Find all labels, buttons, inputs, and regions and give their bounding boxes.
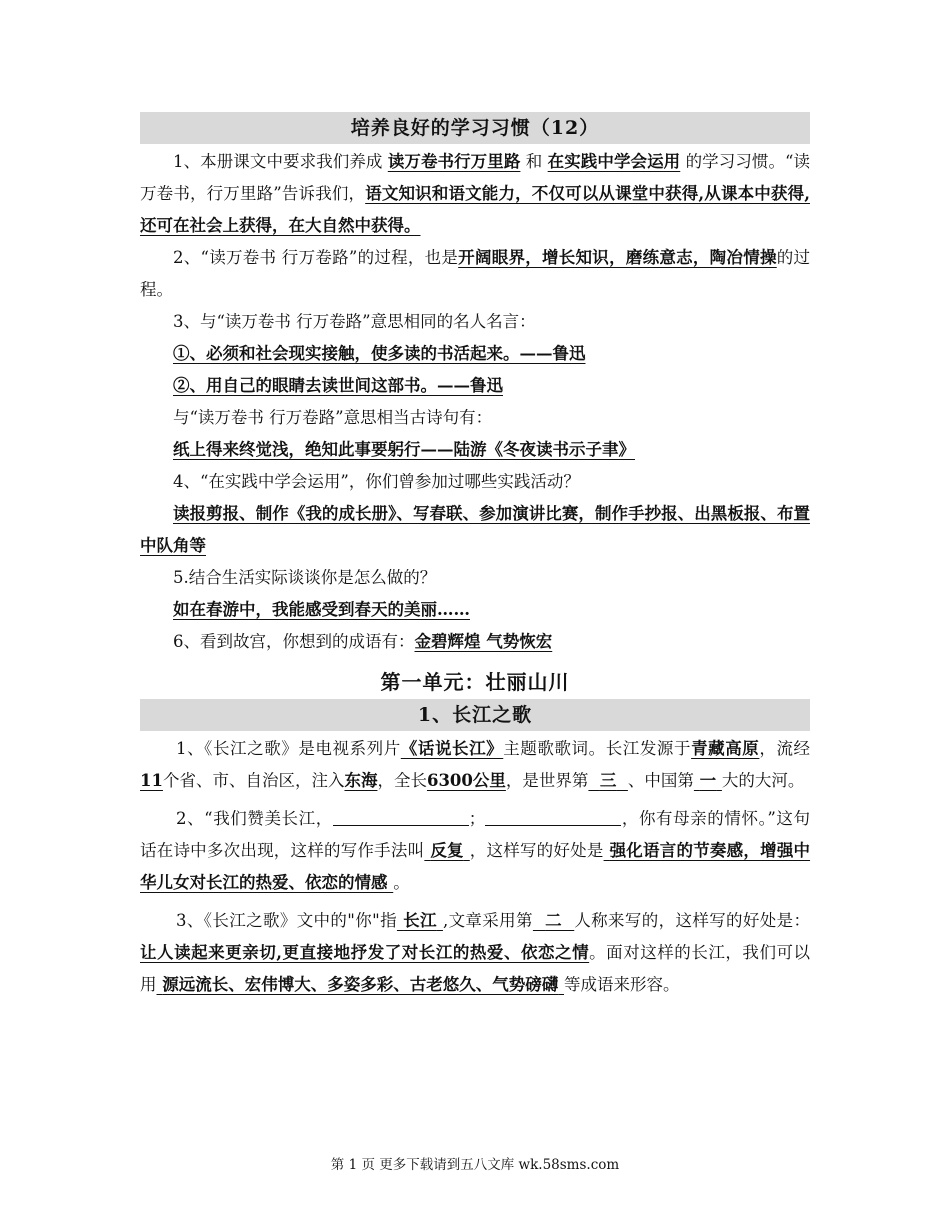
unit-title: 第一单元：壮丽山川 [380,670,570,694]
section-title: 培养良好的学习习惯（12） [140,112,810,144]
answer: 长江 [403,911,437,930]
lesson-question-2: 2、“我们赞美长江， ； ，你有母亲的情怀。”这句话在诗中多次出现，这样的写作手法叫 反复 ，这样写的好处是 强化语言的节奏感，增强中华儿女对长江的热爱、依恋的情感 。 [140,809,811,892]
answer: 《话说长江》 [400,739,504,758]
answer: 在实践中学会运用 [547,152,681,171]
answer: 金碧辉煌 气势恢宏 [414,632,553,651]
lesson-question-1: 1、《长江之歌》是电视系列片《话说长江》主题歌歌词。长江发源于青藏高原，流经11个省、市、自治区，注入东海，全长6300公里，是世界第 三 、中国第 一 大的大河。 [140,739,811,790]
question-1: 1、本册课文中要求我们养成 读万卷书行万里路 和 在实践中学会运用 的学习习惯。“读万卷书，行万里路”告诉我们，语文知识和语文能力，不仅可以从课堂中获得,从课本中获得,还可在社会上获得，在大自然中获得。 [140,152,811,235]
answer: 反复 [430,841,464,860]
question-3: 3、与“读万卷书 行万卷路”意思相同的名人名言： [173,312,536,331]
question-5: 5.结合生活实际谈谈你是怎么做的？ [173,568,437,587]
poem-prompt: 与“读万卷书 行万卷路”意思相当古诗句有： [173,408,493,427]
answer: 强化语言的节奏感，增强中华儿女对长江的热爱、依恋的情感 [140,841,811,892]
answer: 让人读起来更亲切,更直接地抒发了对长江的热爱、依恋之情 [140,943,590,962]
answer: 11 [140,771,163,790]
answer: 语文知识和语文能力，不仅可以从课堂中获得,从课本中获得,还可在社会上获得，在大自然中获得。 [140,184,810,235]
question-6: 6、看到故宫，你想到的成语有：金碧辉煌 气势恢宏 [173,632,553,651]
fill-blank[interactable] [333,807,469,826]
lesson-title: 1、长江之歌 [140,699,810,731]
poem-answer: 纸上得来终觉浅，绝知此事要躬行——陆游《冬夜读书示子聿》 [173,440,635,459]
quote-1: ①、必须和社会现实接触，使多读的书活起来。——鲁迅 [173,344,586,363]
lesson-question-3: 3、《长江之歌》文中的"你"指 长江 ,文章采用第 二 人称来写的，这样写的好处是：让人读起来更亲切,更直接地抒发了对长江的热爱、依恋之情。面对这样的长江，我们可以用 源远流长、宏伟博大、多姿多彩、古老悠久、气势磅礴 等成语来形容。 [140,911,811,994]
question-5-answer: 如在春游中，我能感受到春天的美丽…… [173,600,470,619]
answer: 二 [545,911,563,930]
answer: 读万卷书行万里路 [387,152,521,171]
fill-blank[interactable] [485,807,621,826]
answer: 东海 [344,771,378,790]
answer: 6300公里 [426,771,506,790]
answer: 开阔眼界，增长知识，磨练意志，陶冶情操 [458,248,777,267]
answer: 三 [599,771,617,790]
question-4-answer: 读报剪报、制作《我的成长册》、写春联、参加演讲比赛，制作手抄报、出黑板报、布置中队角等 [140,504,810,555]
question-2: 2、“读万卷书 行万卷路”的过程，也是开阔眼界，增长知识，磨练意志，陶冶情操的过程。 [140,248,811,299]
quote-2: ②、用自己的眼睛去读世间这部书。——鲁迅 [173,376,503,395]
document-page [140,112,810,1001]
answer: 一 [699,771,717,790]
answer: 源远流长、宏伟博大、多姿多彩、古老悠久、气势磅礴 [162,975,559,994]
page-footer: 第 1 页 更多下载请到五八文库 wk.58sms.com [330,1157,620,1173]
question-4: 4、“在实践中学会运用”，你们曾参加过哪些实践活动？ [173,472,580,491]
answer: 青藏高原 [691,739,760,758]
